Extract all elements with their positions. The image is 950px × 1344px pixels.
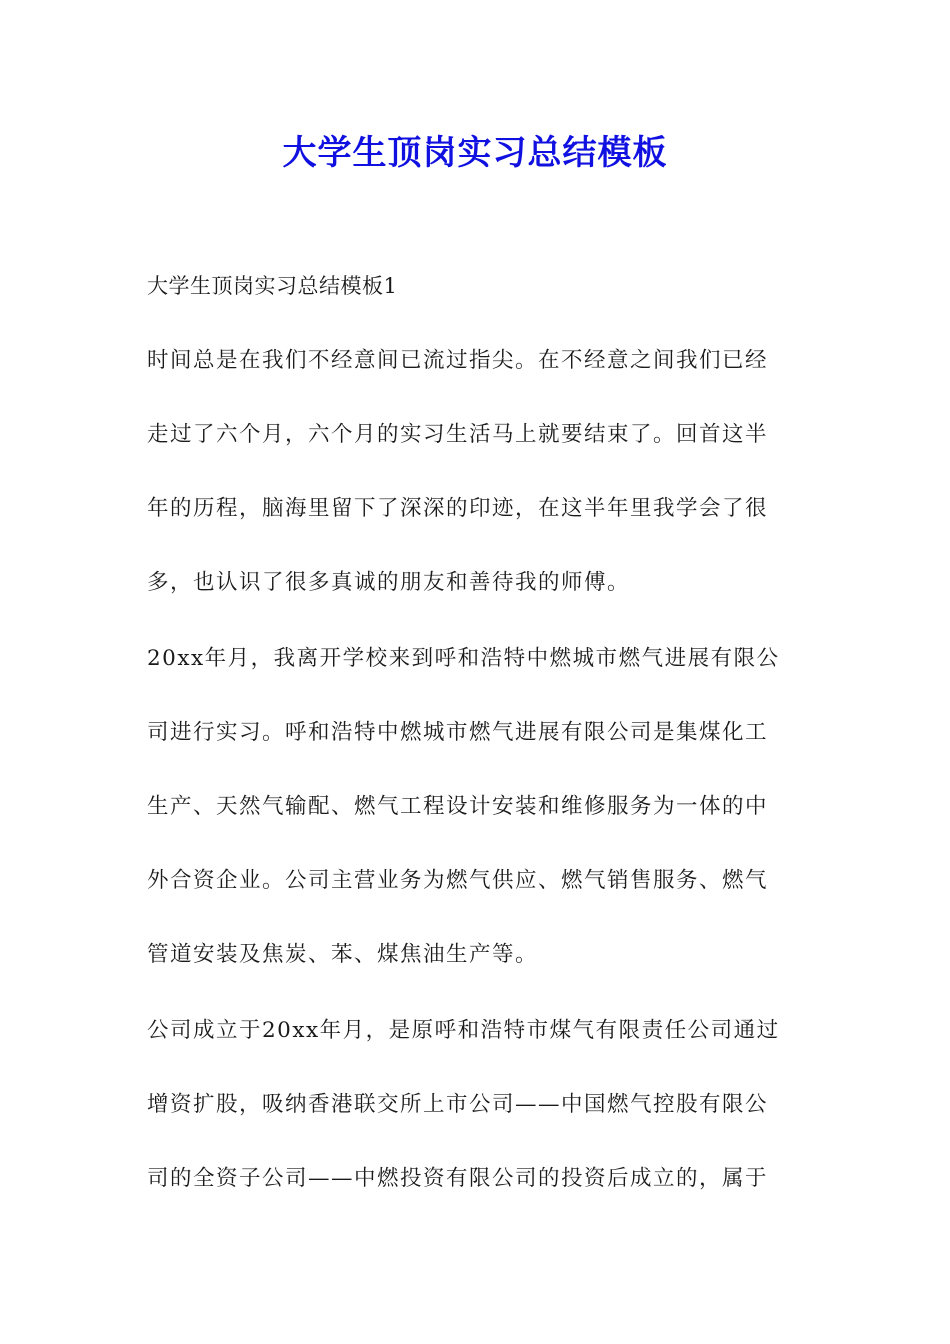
paragraph-line: 公司成立于20xx年月，是原呼和浩特市煤气有限责任公司通过 (147, 1018, 780, 1043)
paragraph-3 (147, 994, 807, 1216)
document-title: 大学生顶岗实习总结模板 (282, 133, 668, 173)
section-heading: 大学生顶岗实习总结模板1 (147, 274, 398, 298)
paragraph-line: 年的历程，脑海里留下了深深的印迹，在这半年里我学会了很 (147, 496, 769, 521)
paragraph-line: 管道安装及焦炭、苯、煤焦油生产等。 (147, 942, 539, 967)
paragraph-line: 20xx年月，我离开学校来到呼和浩特中燃城市燃气进展有限公 (147, 646, 780, 671)
paragraph-2 (147, 622, 807, 992)
paragraph-line: 多，也认识了很多真诚的朋友和善待我的师傅。 (147, 570, 631, 595)
paragraph-line: 走过了六个月，六个月的实习生活马上就要结束了。回首这半 (147, 422, 769, 447)
paragraph-line: 增资扩股，吸纳香港联交所上市公司——中国燃气控股有限公 (147, 1092, 769, 1117)
paragraph-line: 外合资企业。公司主营业务为燃气供应、燃气销售服务、燃气 (147, 868, 769, 893)
paragraph-line: 生产、天然气输配、燃气工程设计安装和维修服务为一体的中 (147, 794, 769, 819)
paragraph-line: 司的全资子公司——中燃投资有限公司的投资后成立的，属于 (147, 1166, 769, 1191)
paragraph-line: 时间总是在我们不经意间已流过指尖。在不经意之间我们已经 (147, 348, 769, 373)
paragraph-1 (147, 324, 807, 620)
paragraph-line: 司进行实习。呼和浩特中燃城市燃气进展有限公司是集煤化工 (147, 720, 769, 745)
